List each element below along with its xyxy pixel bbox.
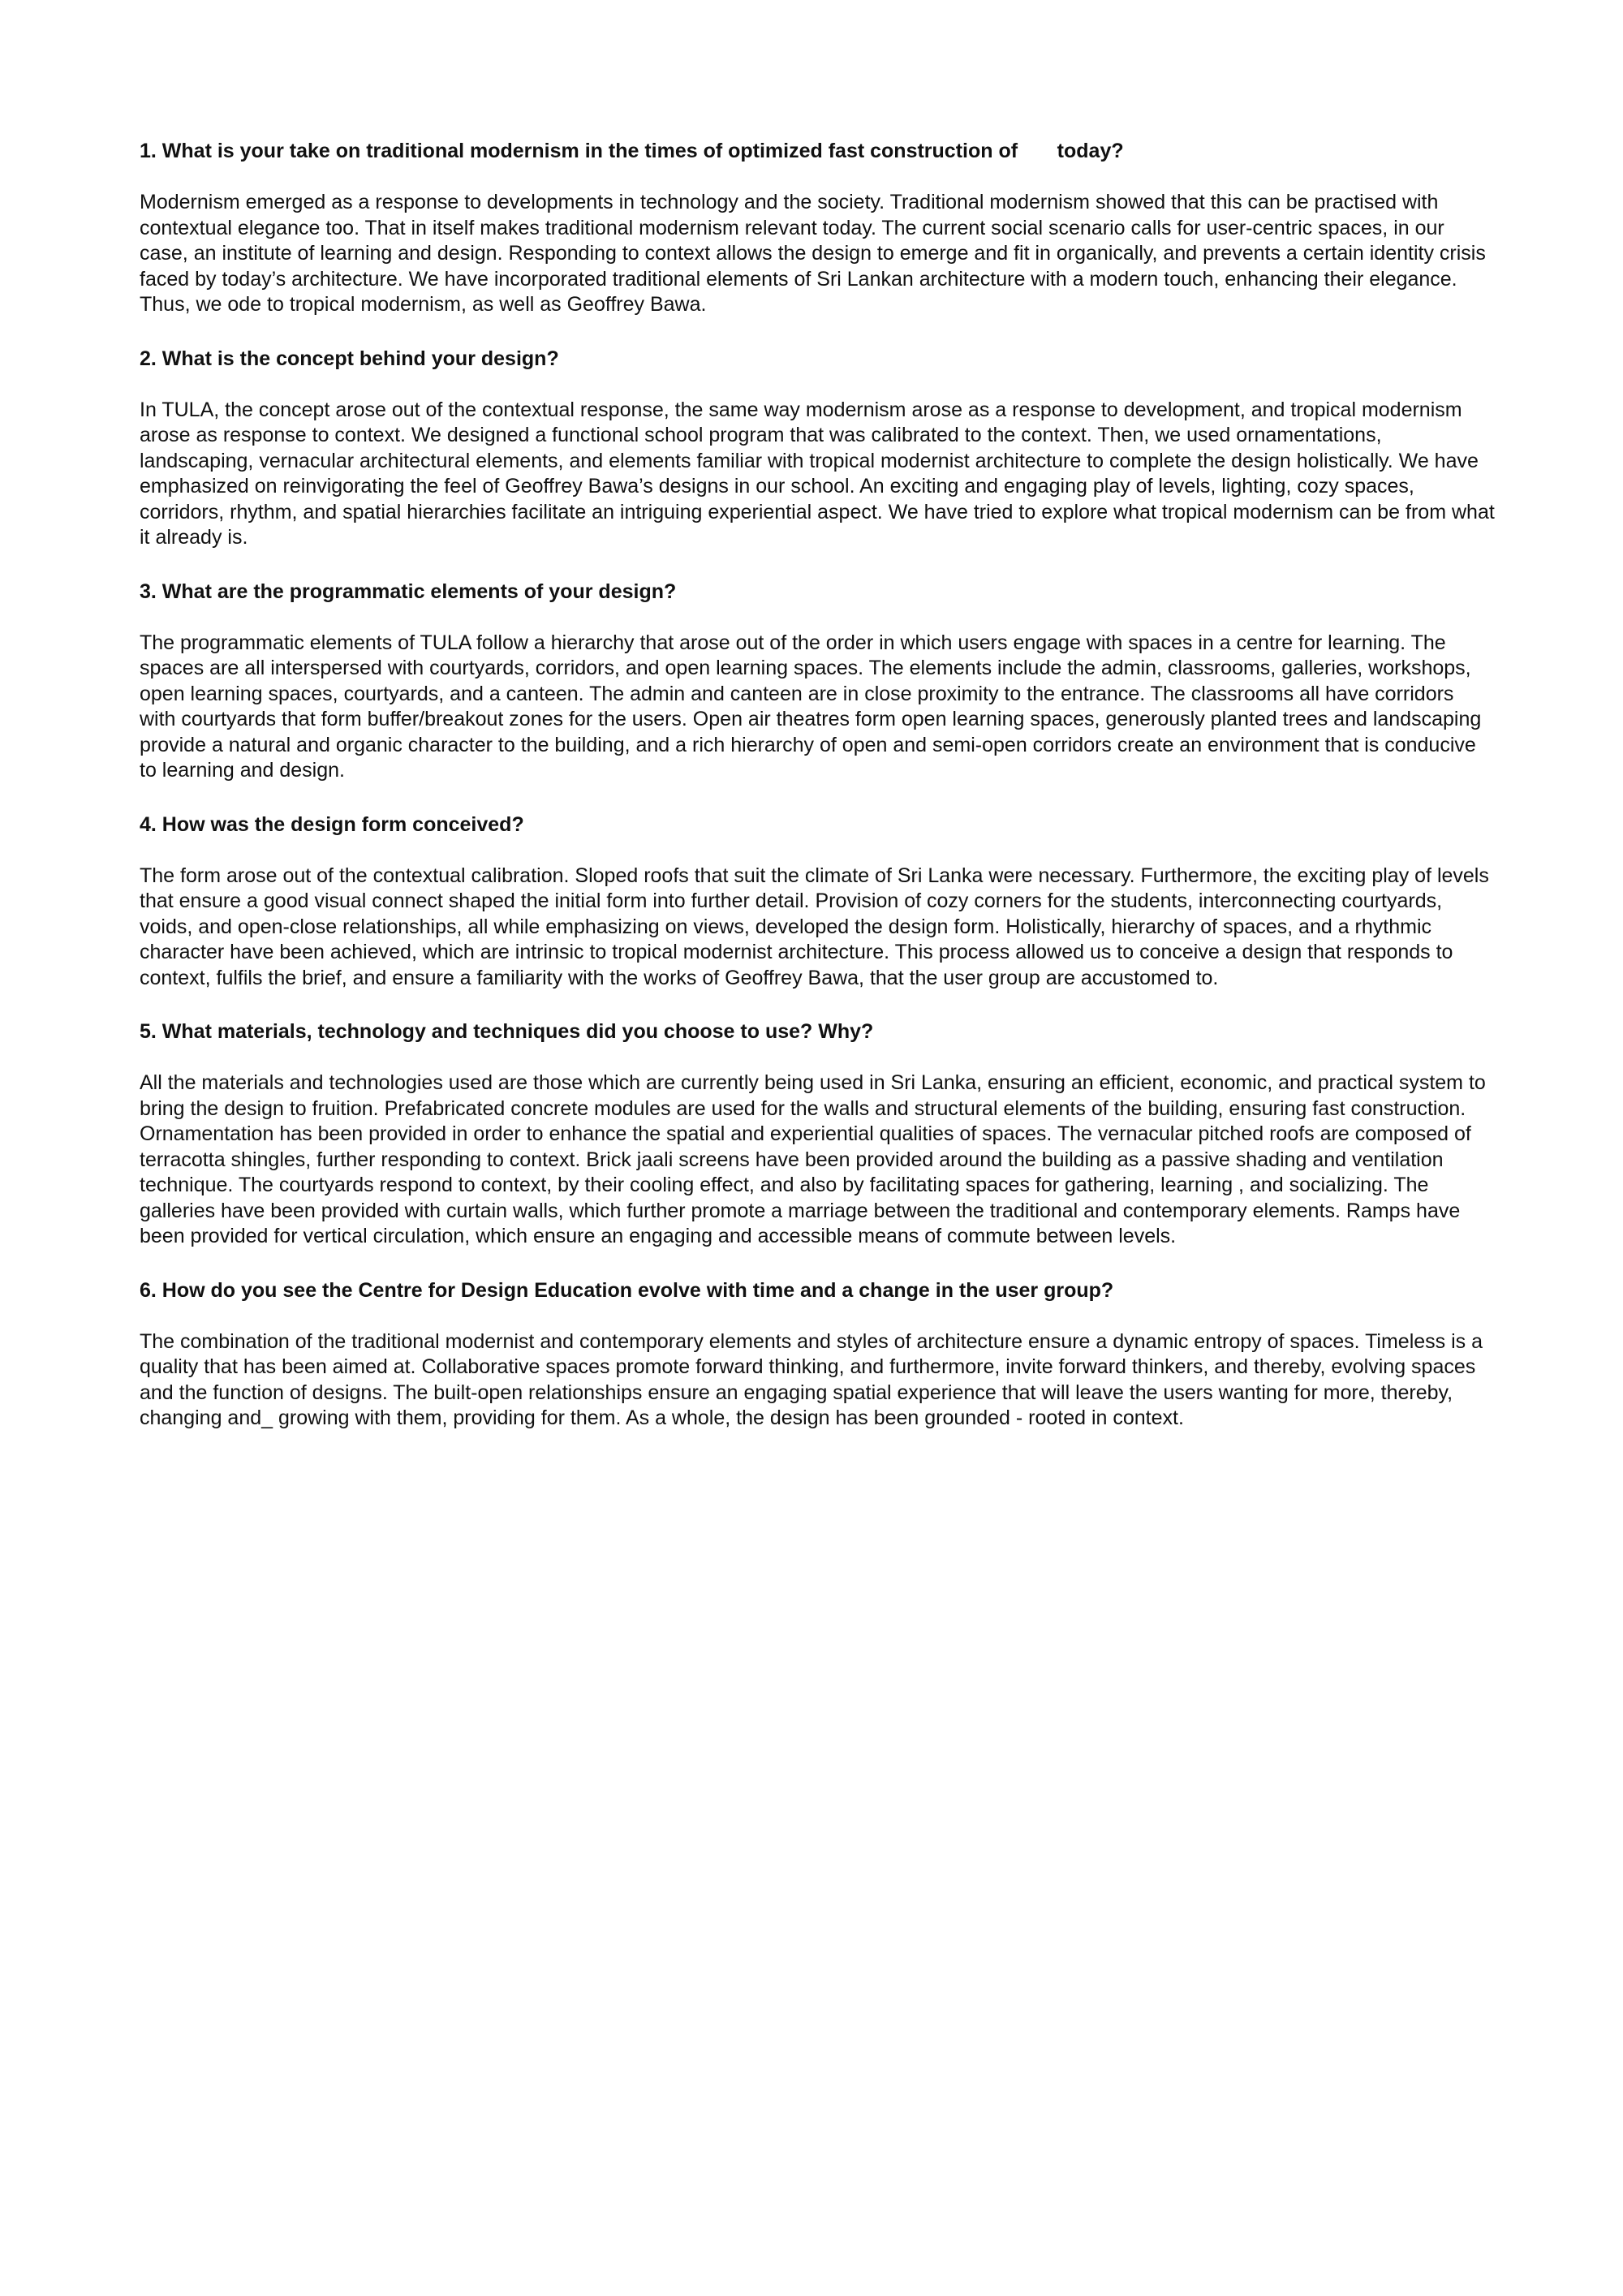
question-heading: 6. How do you see the Centre for Design Education evolve with time and a change in the user group? bbox=[140, 1278, 1114, 1302]
document-body bbox=[140, 138, 1495, 1459]
question-heading: 1. What is your take on traditional modernism in the times of optimized fast construction of today? bbox=[140, 140, 1124, 162]
qa-section-4 bbox=[140, 812, 1495, 992]
question-heading: 4. How was the design form conceived? bbox=[140, 812, 524, 836]
answer-paragraph: All the materials and technologies used are those which are currently being used in Sri Lanka, ensuring an efficient, economic, and practical system to bring the design to fruition. Prefabricated concrete modules are used for the walls and structural elements of the building, ensuring fast construction. Ornamentation has been provided in order to enhance the spatial and experiential qualities of spaces. The vernacular pitched roofs are composed of terracotta shingles, further responding to context. Brick jaali screens have been provided around the building as a passive shading and ventilation technique. The courtyards respond to context, by their cooling effect, and also by facilitating spaces for gathering, learning , and socializing. The galleries have been provided with curtain walls, which further promote a marriage between the traditional and contemporary elements. Ramps have been provided for vertical circulation, which ensure an engaging and accessible means of commute between levels. bbox=[140, 1071, 1486, 1247]
qa-section-1 bbox=[140, 138, 1495, 318]
answer-paragraph: Modernism emerged as a response to developments in technology and the society. Traditional modernism showed that this can be practised with contextual elegance too. That in itself makes traditional modernism relevant today. The current social scenario calls for user-centric spaces, in our case, an institute of learning and design. Responding to context allows the design to emerge and fit in organically, and prevents a certain identity crisis faced by today’s architecture. We have incorporated traditional elements of Sri Lankan architecture with a modern touch, enhancing their elegance. Thus, we ode to tropical modernism, as well as Geoffrey Bawa. bbox=[140, 191, 1486, 316]
question-heading: 5. What materials, technology and techniques did you choose to use? Why? bbox=[140, 1020, 874, 1043]
answer-paragraph: The combination of the traditional modernist and contemporary elements and styles of architecture ensure a dynamic entropy of spaces. Timeless is a quality that has been aimed at. Collaborative spaces promote forward thinking, and furthermore, invite forward thinkers, and thereby, evolving spaces and the function of designs. The built-open relationships ensure an engaging spatial experience that will leave the users wanting for more, thereby, changing and_ growing with them, providing for them. As a whole, the design has been grounded - rooted in context. bbox=[140, 1329, 1483, 1429]
answer-paragraph: In TULA, the concept arose out of the contextual response, the same way modernism arose as a response to development, and tropical modernism arose as response to context. We designed a functional school program that was calibrated to the context. Then, we used ornamentations, landscaping, vernacular architectural elements, and elements familiar with tropical modernist architecture to complete the design holistically. We have emphasized on reinvigorating the feel of Geoffrey Bawa’s designs in our school. An exciting and engaging play of levels, lighting, cozy spaces, corridors, rhythm, and spatial hierarchies facilitate an intriguing experiential aspect. We have tried to explore what tropical modernism can be from what it already is. bbox=[140, 398, 1495, 549]
answer-paragraph: The form arose out of the contextual calibration. Sloped roofs that suit the climate of Sri Lanka were necessary. Furthermore, the exciting play of levels that ensure a good visual connect shaped the initial form into further detail. Provision of cozy corners for the students, interconnecting courtyards, voids, and open-close relationships, all while emphasizing on views, developed the design form. Holistically, hierarchy of spaces, and a rhythmic character have been achieved, which are intrinsic to tropical modernist architecture. This process allowed us to conceive a design that responds to context, fulfils the brief, and ensure a familiarity with the works of Geoffrey Bawa, that the user group are accustomed to. bbox=[140, 864, 1489, 989]
qa-section-2 bbox=[140, 346, 1495, 551]
qa-section-5 bbox=[140, 1019, 1495, 1250]
qa-section-3 bbox=[140, 579, 1495, 784]
qa-section-6 bbox=[140, 1277, 1495, 1432]
question-heading: 3. What are the programmatic elements of your design? bbox=[140, 579, 677, 603]
question-heading: 2. What is the concept behind your design? bbox=[140, 347, 559, 370]
answer-paragraph: The programmatic elements of TULA follow a hierarchy that arose out of the order in which users engage with spaces in a centre for learning. The spaces are all interspersed with courtyards, corridors, and open learning spaces. The elements include the admin, classrooms, galleries, workshops, open learning spaces, courtyards, and a canteen. The admin and canteen are in close proximity to the entrance. The classrooms all have corridors with courtyards that form buffer/breakout zones for the users. Open air theatres form open learning spaces, generously planted trees and landscaping provide a natural and organic character to the building, and a rich hierarchy of open and semi-open corridors create an environment that is conducive to learning and design. bbox=[140, 631, 1482, 782]
